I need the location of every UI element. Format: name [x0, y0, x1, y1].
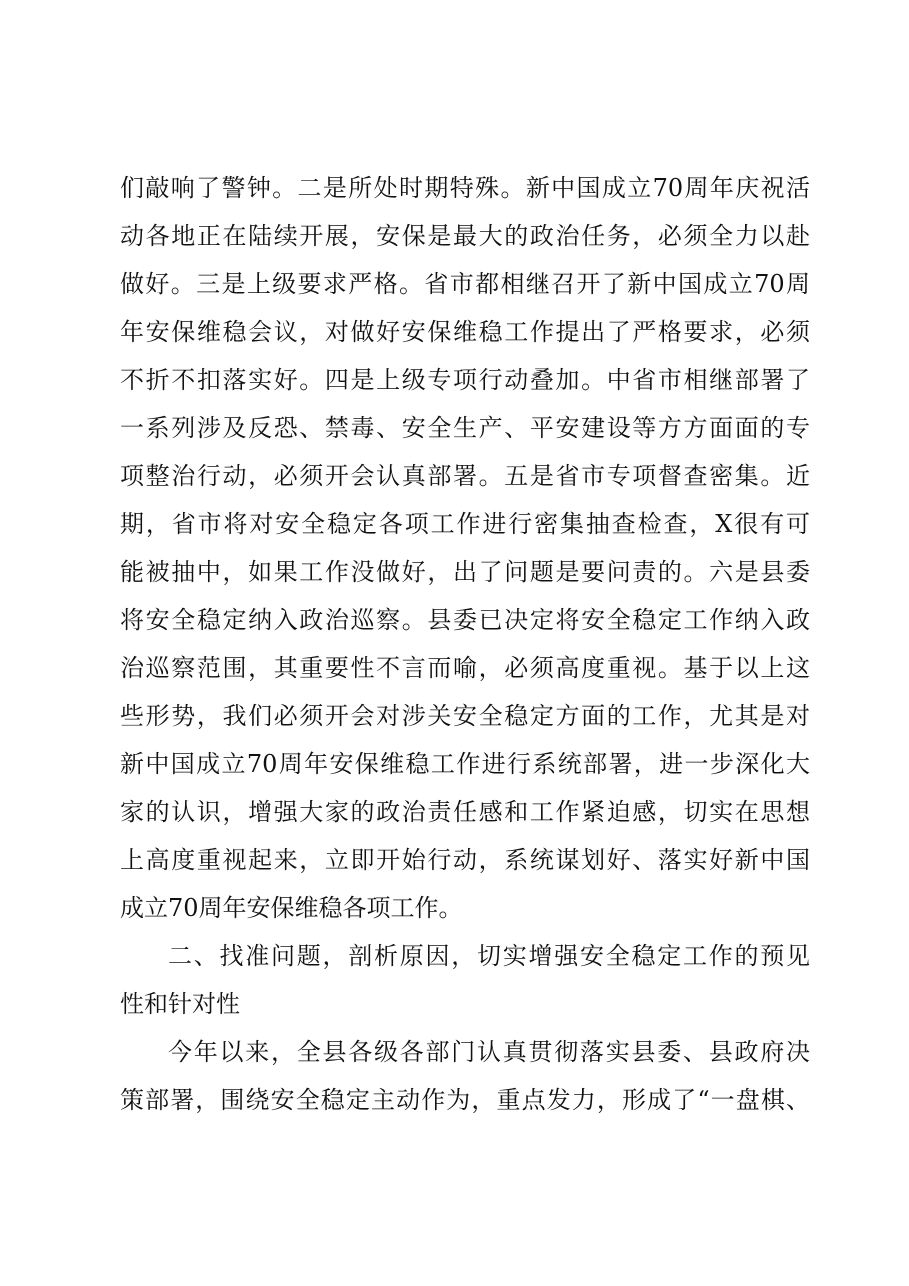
text-line: 们敲响了警钟。二是所处时期特殊。新中国成立70周年庆祝活: [120, 174, 810, 202]
text-line: 今年以来，全县各级各部门认真贯彻落实县委、县政府决: [168, 1038, 810, 1066]
text-line: 一系列涉及反恐、禁毒、安全生产、平安建设等方方面面的专: [120, 414, 810, 442]
text-line: 成立70周年安保维稳各项工作。: [120, 894, 463, 922]
text-line: 动各地正在陆续开展，安保是最大的政治任务，必须全力以赴: [120, 222, 810, 250]
text-line: 年安保维稳会议，对做好安保维稳工作提出了严格要求，必须: [120, 318, 810, 346]
text-line: 策部署，围绕安全稳定主动作为，重点发力，形成了“一盘棋、: [120, 1086, 810, 1114]
text-line: 不折不扣落实好。四是上级专项行动叠加。中省市相继部署了: [120, 366, 810, 394]
section-heading: 二、找准问题，剖析原因，切实增强安全稳定工作的预见: [168, 942, 810, 970]
text-line: 上高度重视起来，立即开始行动，系统谋划好、落实好新中国: [120, 846, 810, 874]
section-heading-continued: 性和针对性: [120, 990, 240, 1018]
text-line: 些形势，我们必须开会对涉关安全稳定方面的工作，尤其是对: [120, 702, 810, 730]
text-line: 能被抽中，如果工作没做好，出了问题是要问责的。六是县委: [120, 558, 810, 586]
text-line: 治巡察范围，其重要性不言而喻，必须高度重视。基于以上这: [120, 654, 810, 682]
text-line: 期，省市将对安全稳定各项工作进行密集抽查检查，X很有可: [120, 510, 810, 538]
text-line: 家的认识，增强大家的政治责任感和工作紧迫感，切实在思想: [120, 798, 810, 826]
text-line: 做好。三是上级要求严格。省市都相继召开了新中国成立70周: [120, 270, 810, 298]
text-line: 新中国成立70周年安保维稳工作进行系统部署，进一步深化大: [120, 750, 810, 778]
text-line: 将安全稳定纳入政治巡察。县委已决定将安全稳定工作纳入政: [120, 606, 810, 634]
text-line: 项整治行动，必须开会认真部署。五是省市专项督查密集。近: [120, 462, 810, 490]
